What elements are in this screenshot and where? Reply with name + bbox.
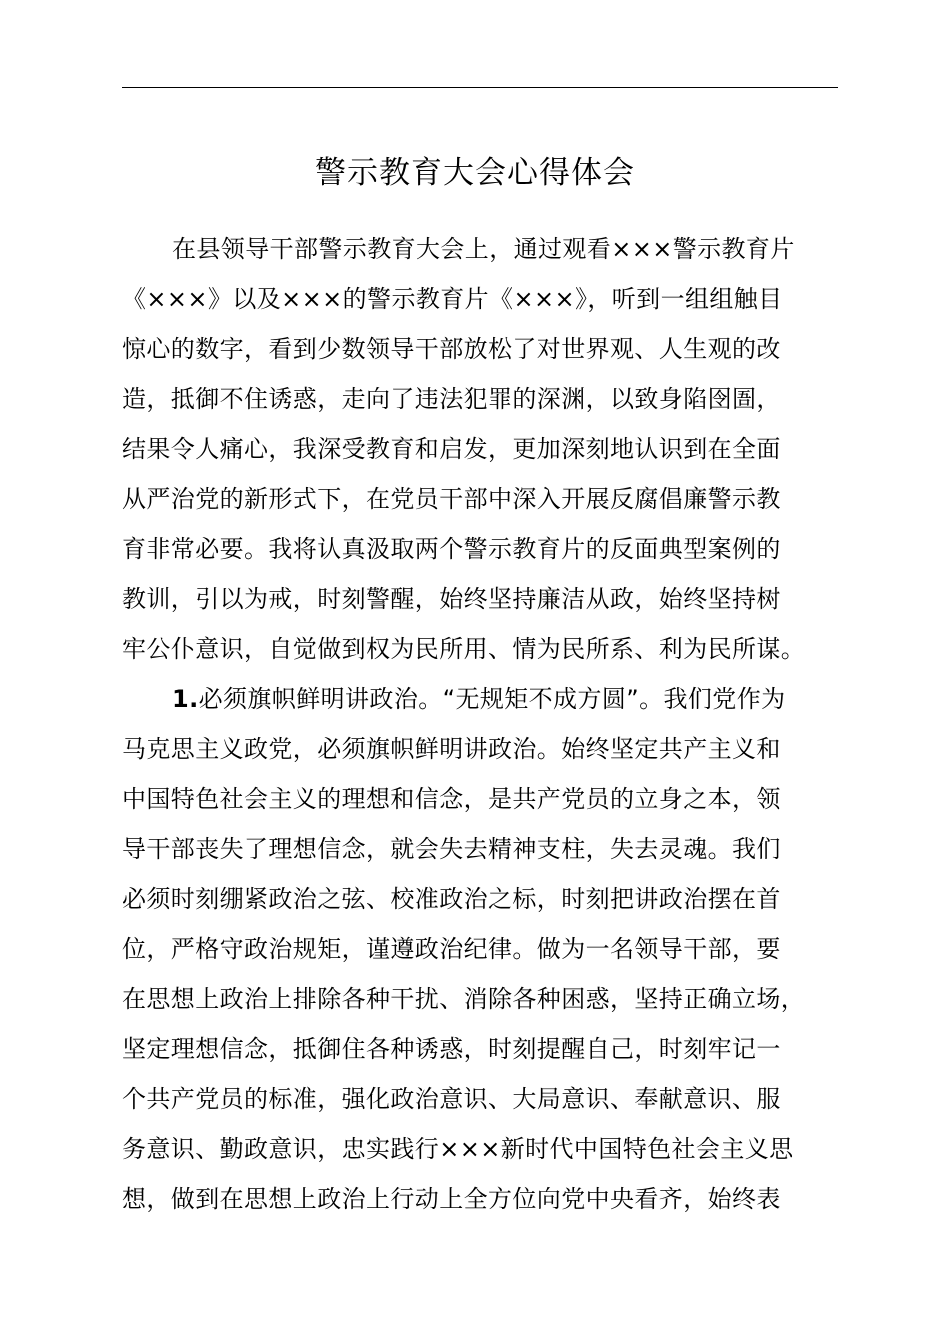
text-line: 导干部丧失了理想信念，就会失去精神支柱，失去灵魂。我们 — [122, 835, 781, 863]
text-line: 牢公仆意识，自觉做到权为民所用、情为民所系、利为民所谋。 — [122, 635, 806, 663]
paragraph-intro — [122, 224, 862, 674]
text-line: 从严治党的新形式下，在党员干部中深入开展反腐倡廉警示教 — [122, 485, 781, 513]
text-line: 马克思主义政党，必须旗帜鲜明讲政治。始终坚定共产主义和 — [122, 735, 781, 763]
text-line: 中国特色社会主义的理想和信念，是共产党员的立身之本，领 — [122, 785, 781, 813]
document-title: 警示教育大会心得体会 — [315, 155, 635, 191]
text-line: 造，抵御不住诱惑，走向了违法犯罪的深渊，以致身陷囹圄， — [122, 385, 781, 413]
text-line: 想，做到在思想上政治上行动上全方位向党中央看齐，始终表 — [122, 1185, 781, 1213]
point-heading-text: 必须旗帜鲜明讲政治。“无规矩不成方圆”。我们党作为 — [198, 685, 786, 713]
text-line: 结果令人痛心，我深受教育和启发，更加深刻地认识到在全面 — [122, 435, 781, 463]
text-line: 个共产党员的标准，强化政治意识、大局意识、奉献意识、服 — [122, 1085, 781, 1113]
text-line: 必须时刻绷紧政治之弦、校准政治之标，时刻把讲政治摆在首 — [122, 885, 781, 913]
text-line: 务意识、勤政意识，忠实践行×××新时代中国特色社会主义思 — [122, 1135, 794, 1163]
text-line: 惊心的数字，看到少数领导干部放松了对世界观、人生观的改 — [122, 335, 781, 363]
text-line: 位，严格守政治规矩，谨遵政治纪律。做为一名领导干部，要 — [122, 935, 781, 963]
text-line: 教训，引以为戒，时刻警醒，始终坚持廉洁从政，始终坚持树 — [122, 585, 781, 613]
text-line: 育非常必要。我将认真汲取两个警示教育片的反面典型案例的 — [122, 535, 781, 563]
header-rule — [122, 87, 838, 88]
text-line: 《×××》以及×××的警示教育片《×××》，听到一组组触目 — [122, 285, 783, 313]
text-line: 坚定理想信念，抵御住各种诱惑，时刻提醒自己，时刻牢记一 — [122, 1035, 781, 1063]
paragraph-point-1 — [122, 674, 862, 1224]
text-line: 在县领导干部警示教育大会上，通过观看×××警示教育片 — [172, 235, 795, 263]
text-line: 在思想上政治上排除各种干扰、消除各种困惑，坚持正确立场， — [122, 985, 806, 1013]
document-body — [122, 224, 862, 1224]
text-line — [122, 674, 862, 724]
point-number: 1. — [172, 685, 199, 713]
